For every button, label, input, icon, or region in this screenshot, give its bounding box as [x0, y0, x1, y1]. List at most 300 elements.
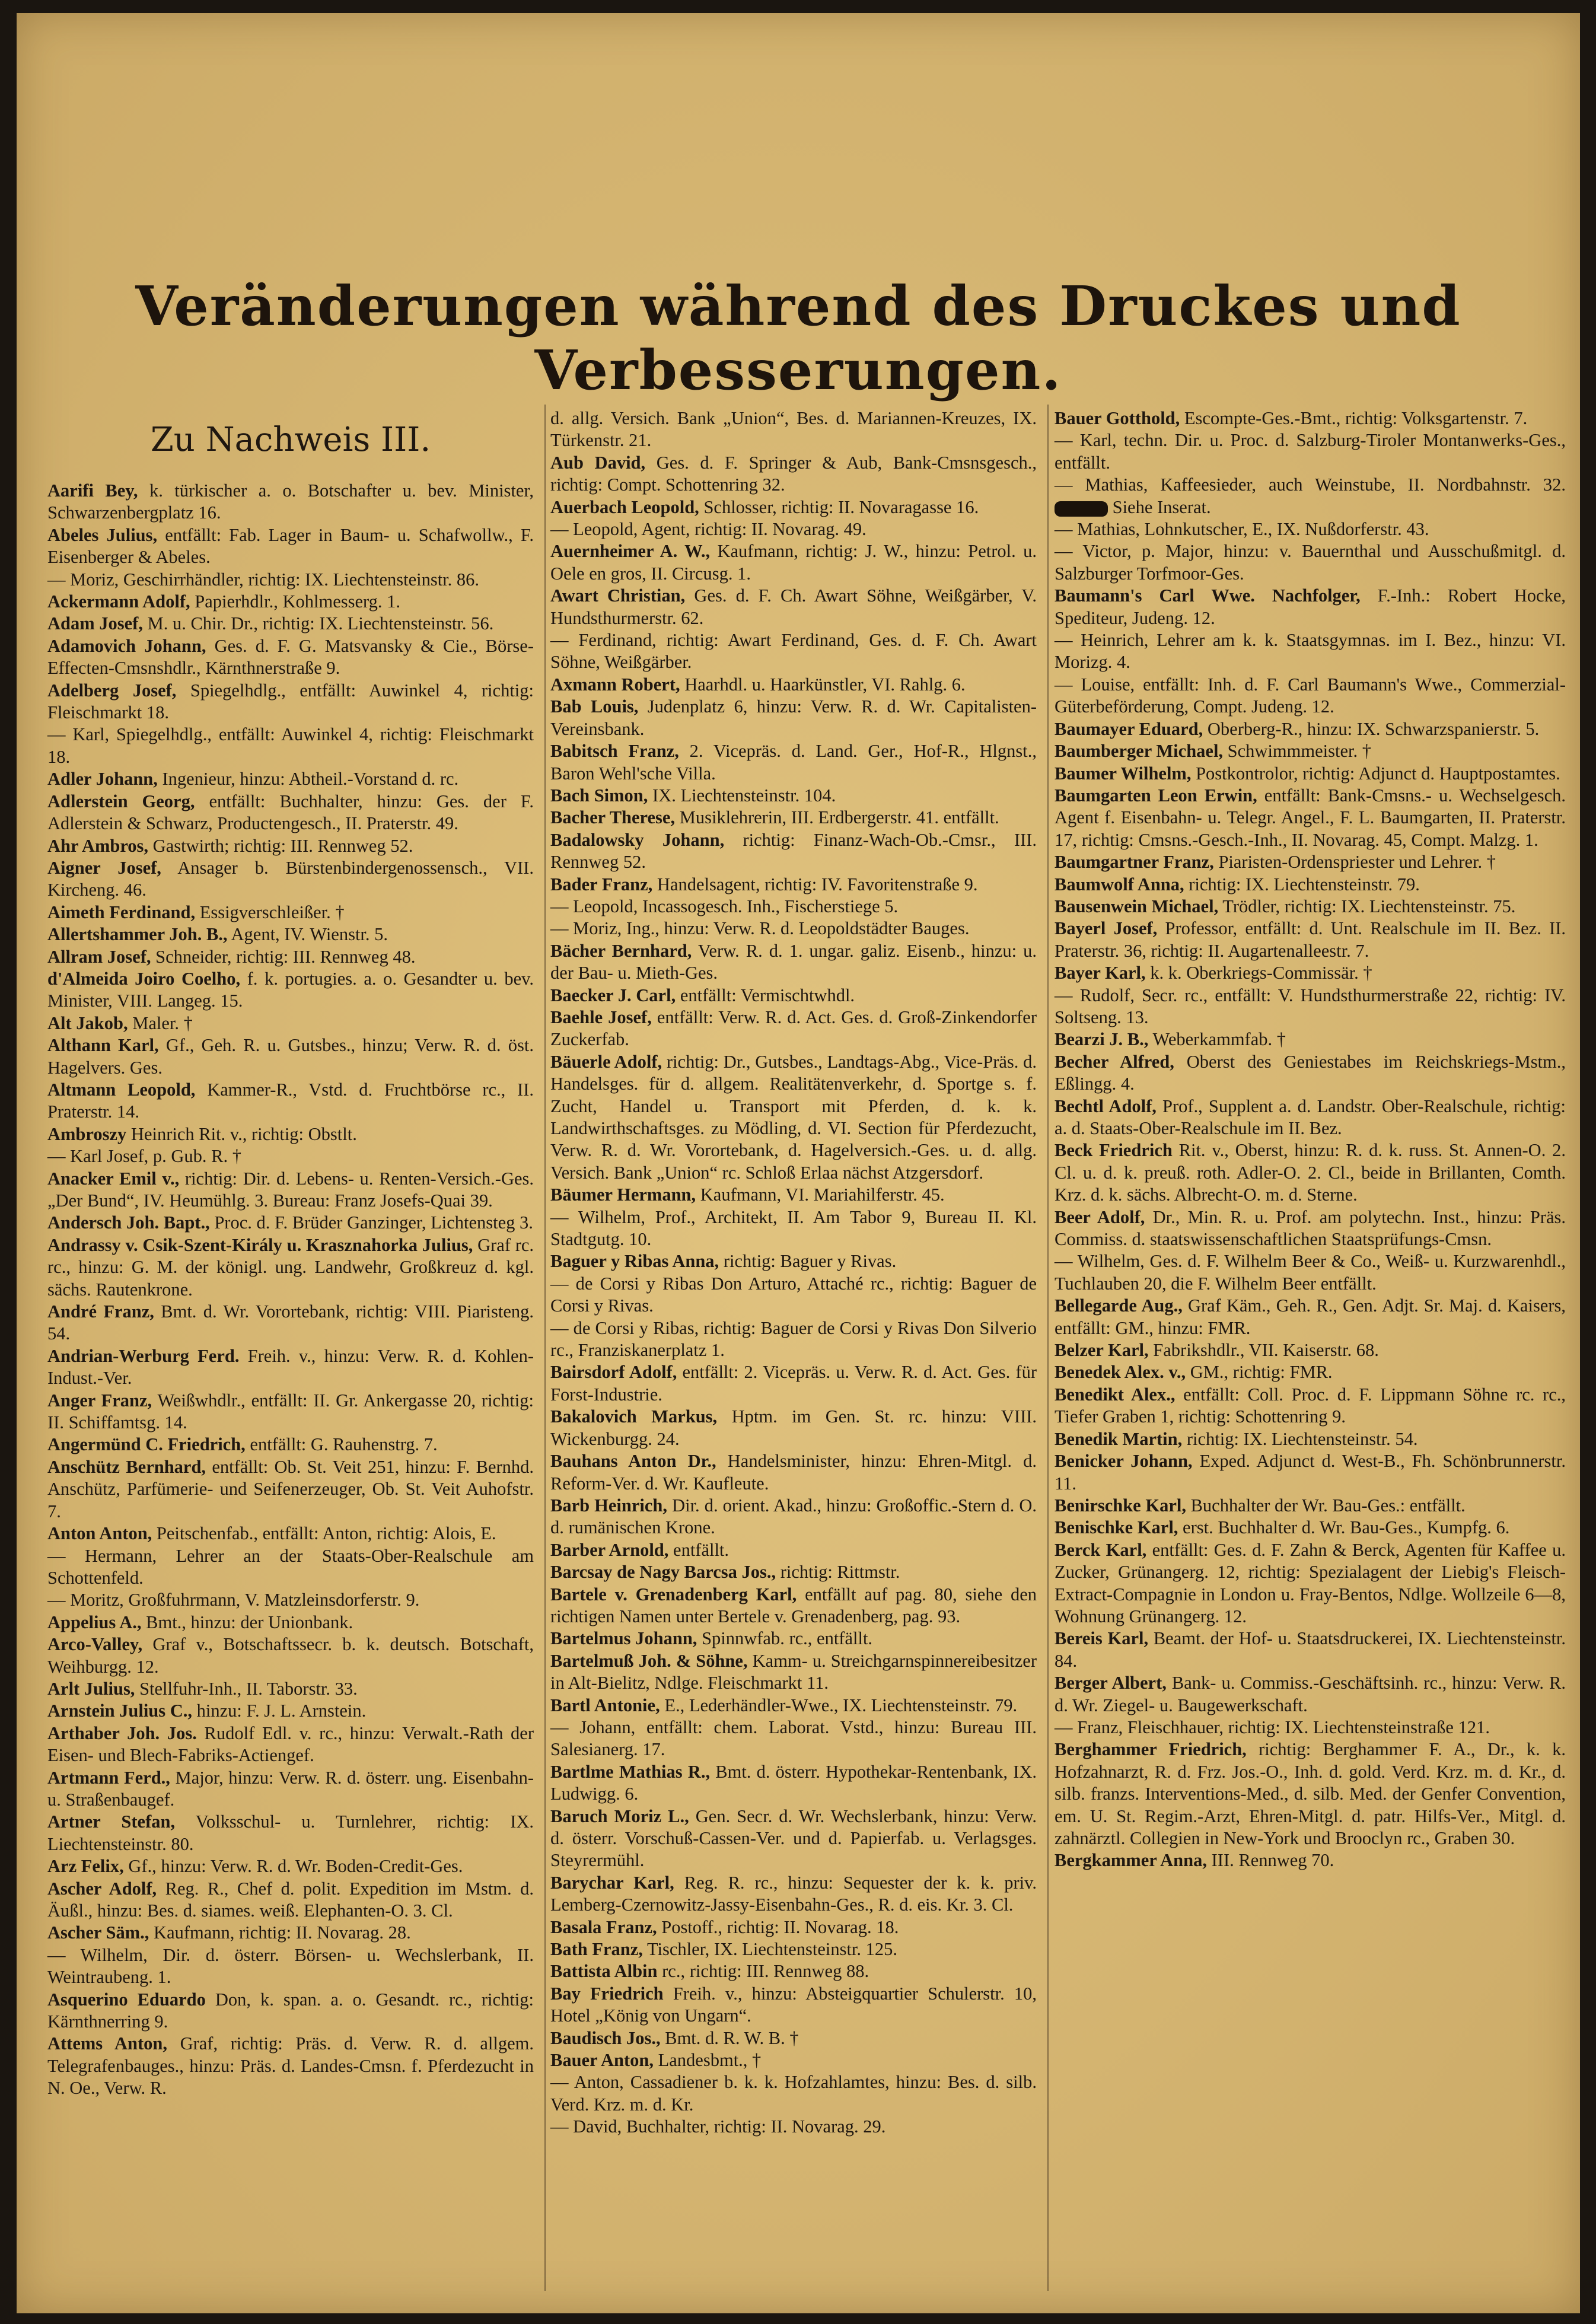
directory-entry [19, 968, 534, 1013]
entry-text: M. u. Chir. Dr., richtig: IX. Liechtensteinstr. 56. [147, 613, 494, 634]
directory-entry [522, 785, 1037, 807]
entry-name: Arco-Valley, [47, 1634, 143, 1655]
entry-name: Benedik Martin, [1055, 1428, 1183, 1449]
directory-entry [19, 1390, 534, 1434]
directory-entry [522, 1561, 1037, 1583]
entry-name: d'Almeida Joiro Coelho, [47, 968, 241, 989]
entry-text: Fabrikshdlr., VII. Kaiserstr. 68. [1153, 1340, 1379, 1361]
directory-entry [19, 1678, 534, 1700]
entry-name: Benirschke Karl, [1055, 1495, 1186, 1516]
directory-entry [522, 674, 1037, 696]
entry-name: Belzer Karl, [1055, 1340, 1149, 1361]
entry-text: Spinnwfab. rc., entfällt. [702, 1628, 873, 1649]
entry-name: Bartl Antonie, [550, 1695, 660, 1715]
directory-entry [1026, 1361, 1566, 1383]
directory-entry [1026, 1495, 1566, 1517]
entry-name: Attems Anton, [47, 2033, 168, 2054]
entry-text: Kammer-R., Vstd. d. Fruchtbörse rc., II. Praterstr. 14. [47, 1079, 534, 1122]
entry-text: richtig: Rittmstr. [780, 1562, 900, 1583]
entry-name: Ackermann Adolf, [47, 591, 190, 612]
entry-name: Baudisch Jos., [550, 2027, 661, 2048]
entry-text: richtig: Berghammer F. A., Dr., k. k. Hofzahnarzt, R. d. Frz. Jos.-O., Inh. d. gold. Verd. Krz. m. d. Kr., d. silb. franzs. Interventions-Med., d. silb. Med. der Genfer Convention, em. U. St. Regim.-Arzt, Ehren-Mitgl. d. patr. Hilfs-Ver., Mitgl. d. zahnärztl. Collegien in New-York und Brooclyn rc., Graben 30. [1055, 1739, 1566, 1848]
entry-name: Bartelmus Johann, [550, 1628, 697, 1649]
directory-entry [19, 1811, 534, 1855]
entry-text: Handelsminister, hinzu: Ehren-Mitgl. d. Reform-Ver. d. Wr. Kaufleute. [550, 1451, 1037, 1494]
directory-entry [522, 874, 1037, 896]
entry-text: entfällt: Bank-Cmsns.- u. Wechselgesch. Agent f. Eisenbahn- u. Telegr. Angel., F. L. Baumgarten, II. Praterstr. 17, richtig: Cmsns.-Gesch.-Inh., II. Novarag. 45, Compt. Malzg. 1. [1055, 785, 1566, 850]
entry-text: entfällt: G. Rauhenstrg. 7. [250, 1434, 438, 1455]
entry-text: Graf Käm., Geh. R., Gen. Adjt. Sr. Maj. d. Kaisers, entfällt: GM., hinzu: FMR. [1055, 1295, 1566, 1338]
entry-name: Bakalovich Markus, [550, 1406, 718, 1427]
directory-entry [522, 1051, 1037, 1184]
directory-entry [1026, 1428, 1566, 1450]
entry-text: Gf., Geh. R. u. Gutsbes., hinzu; Verw. R. d. öst. Hagelvers. Ges. [47, 1035, 534, 1078]
entry-name: Arz Felix, [47, 1856, 124, 1877]
entry-text: Reg. R., Chef d. polit. Expedition im Mstm. d. Äußl., hinzu: Bes. d. siames. weiß. Elephanten-O. 3. Cl. [47, 1878, 534, 1921]
entry-text: Exped. Adjunct d. West-B., Fh. Schönbrunnerstr. 11. [1055, 1451, 1566, 1494]
directory-entry [522, 518, 1037, 540]
entry-text: Ges. d. F. G. Matsvansky & Cie., Börse-Effecten-Cmsnshdlr., Kärnthnerstraße 9. [47, 635, 534, 679]
directory-entry [1026, 540, 1566, 585]
directory-entry [522, 1872, 1037, 1916]
entry-name: Ahr Ambros, [47, 835, 149, 856]
entry-text: entfällt: Vermischtwhdl. [680, 985, 855, 1005]
entry-text: Schlosser, richtig: II. Novaragasse 16. [703, 496, 979, 517]
directory-entry [19, 1589, 534, 1611]
entry-text: entfällt. [673, 1539, 729, 1560]
entry-name: Bay Friedrich [550, 1983, 664, 2004]
entry-name: Altmann Leopold, [47, 1079, 196, 1100]
entry-text: Buchhalter der Wr. Bau-Ges.: entfällt. [1190, 1495, 1466, 1516]
entry-name: Becher Alfred, [1055, 1051, 1174, 1072]
entry-text: — Wilhelm, Prof., Architekt, II. Am Tabor 9, Bureau II. Kl. Stadtgutg. 10. [550, 1206, 1037, 1250]
entry-text: richtig: IX. Liechtensteinstr. 79. [1189, 874, 1420, 894]
entry-name: Benicker Johann, [1055, 1451, 1193, 1472]
entry-name: Anacker Emil v., [47, 1168, 180, 1189]
entry-name: Bauer Anton, [550, 2050, 654, 2071]
entry-text: Kaufmann, richtig: II. Novarag. 28. [154, 1922, 411, 1943]
entry-text: entfällt: Ges. d. F. Zahn & Berck, Agenten für Kaffee u. Zucker, Grünangerg. 12, richtig: Spezialagent der Liebig's Fleisch-Extract-Compagnie in London u. Fray-Bentos, Ndlge. Wollzeile 6—8, Wohnung Grünangerg. 12. [1055, 1539, 1566, 1626]
directory-entry [522, 807, 1037, 829]
entry-text: — de Corsi y Ribas Don Arturo, Attaché rc., richtig: Baguer de Corsi y Rivas. [550, 1273, 1037, 1316]
directory-entry [1026, 962, 1566, 984]
entry-name: Bayer Karl, [1055, 963, 1146, 983]
directory-entry [19, 835, 534, 857]
entry-name: Arnstein Julius C., [47, 1701, 193, 1721]
directory-entry [19, 613, 534, 635]
entry-text: — Louise, entfällt: Inh. d. F. Carl Baumann's Wwe., Commerzial-Güterbeförderung, Compt. Judeng. 12. [1055, 674, 1566, 717]
entry-text: Judenplatz 6, hinzu: Verw. R. d. Wr. Capitalisten-Vereinsbank. [550, 696, 1037, 739]
directory-entry [19, 1168, 534, 1212]
entry-name: Benischke Karl, [1055, 1517, 1178, 1538]
entry-text: — Franz, Fleischhauer, richtig: IX. Liechtensteinstraße 121. [1055, 1717, 1490, 1737]
entry-text: Gf., hinzu: Verw. R. d. Wr. Boden-Credit-Ges. [128, 1856, 463, 1877]
entry-text: Schwimmmeister. † [1227, 741, 1371, 762]
entry-text: Oberst des Geniestabes im Reichskriegs-Mstm., Eßlingg. 4. [1055, 1051, 1566, 1094]
entry-name: Bearzi J. B., [1055, 1029, 1149, 1050]
entry-text: Weberkammfab. † [1152, 1029, 1286, 1050]
directory-entry [19, 791, 534, 835]
directory-entry [522, 1539, 1037, 1561]
directory-entry [522, 1406, 1037, 1450]
entry-name: Berck Karl, [1055, 1539, 1147, 1560]
entry-name: Artmann Ferd., [47, 1767, 170, 1788]
entry-text: Postkontrolor, richtig: Adjunct d. Hauptpostamtes. [1196, 763, 1560, 784]
entry-text: — Wilhelm, Dir. d. österr. Börsen- u. Wechslerbank, II. Weintraubeng. 1. [47, 1944, 534, 1988]
directory-entry [1026, 585, 1566, 629]
directory-entry [1026, 896, 1566, 918]
entry-name: Andersch Joh. Bapt., [47, 1212, 210, 1233]
entry-name: Appelius A., [47, 1612, 142, 1632]
entry-text: — Karl, techn. Dir. u. Proc. d. Salzburg-Tiroler Montanwerks-Ges., entfällt. [1055, 430, 1566, 473]
entry-text: Stellfuhr-Inh., II. Taborstr. 33. [139, 1678, 358, 1699]
entry-text: Graf rc. rc., hinzu: G. M. der königl. ung. Landwehr, Großkreuz d. kgl. sächs. Rautenkrone. [47, 1234, 534, 1300]
entry-name: Benedek Alex. v., [1055, 1362, 1186, 1383]
entry-text: Bmt., hinzu: der Unionbank. [146, 1612, 353, 1632]
entry-name: Bayerl Josef, [1055, 918, 1158, 939]
entry-name: Baumann's Carl Wwe. Nachfolger, [1055, 585, 1361, 606]
directory-entry [1026, 740, 1566, 762]
directory-entry [1026, 1450, 1566, 1495]
directory-entry [1026, 1628, 1566, 1672]
directory-entry [1026, 874, 1566, 896]
directory-entry [522, 496, 1037, 518]
entry-list [1055, 408, 1566, 1872]
entry-text: — Moritz, Großfuhrmann, V. Matzleinsdorferstr. 9. [47, 1590, 420, 1610]
directory-entry [1026, 1051, 1566, 1096]
directory-entry [1026, 1206, 1566, 1251]
entry-text: Graf, richtig: Präs. d. Verw. R. d. allgem. Telegrafenbauges., hinzu: Präs. d. Landes-Cmsn. f. Pferdezucht in N. Oe., Verw. R. [47, 2033, 534, 2099]
directory-entry [1026, 408, 1566, 429]
directory-entry [19, 857, 534, 902]
page [17, 13, 1580, 2313]
directory-entry [19, 1234, 534, 1301]
entry-name: Bäuerle Adolf, [550, 1051, 662, 1072]
entry-name: Ambroszy [47, 1123, 127, 1144]
entry-name: Ascher Säm., [47, 1922, 149, 1943]
entry-name: Aarifi Bey, [47, 480, 138, 501]
entry-text: — Karl, Spiegelhdlg., entfällt: Auwinkel 4, richtig: Fleischmarkt 18. [47, 724, 534, 767]
directory-entry [522, 1495, 1037, 1539]
entry-name: Bab Louis, [550, 696, 639, 717]
entry-name: Andrassy v. Csik-Szent-Király u. Krasznahorka Julius, [47, 1234, 473, 1255]
directory-entry [522, 2027, 1037, 2049]
entry-text: Prof., Supplent a. d. Landstr. Ober-Realschule, richtig: a. d. Staats-Ober-Realschule im II. Bez. [1055, 1096, 1566, 1138]
entry-name: Althann Karl, [47, 1035, 159, 1056]
entry-name: Adam Josef, [47, 613, 143, 634]
entry-text: Trödler, richtig: IX. Liechtensteinstr. 75. [1222, 896, 1516, 916]
directory-entry [19, 1634, 534, 1678]
directory-entry [522, 629, 1037, 674]
directory-entry [522, 585, 1037, 629]
directory-entry [522, 829, 1037, 874]
entry-text: Major, hinzu: Verw. R. d. österr. ung. Eisenbahn- u. Straßenbaugef. [47, 1767, 534, 1810]
directory-entry [19, 1434, 534, 1456]
entry-text: IX. Liechtensteinstr. 104. [652, 785, 836, 806]
directory-entry [522, 540, 1037, 585]
entry-text: Dir. d. orient. Akad., hinzu: Großoffic.-Stern d. O. d. rumänischen Krone. [550, 1495, 1037, 1538]
entry-text: — Moriz, Ing., hinzu: Verw. R. d. Leopoldstädter Bauges. [550, 918, 970, 939]
directory-entry [522, 1983, 1037, 2027]
entry-text: k. k. Oberkriegs-Commissär. † [1150, 963, 1372, 983]
entry-text: k. türkischer a. o. Botschafter u. bev. Minister, Schwarzenbergplatz 16. [47, 480, 534, 523]
directory-entry [522, 985, 1037, 1007]
entry-text: Haarhdl. u. Haarkünstler, VI. Rahlg. 6. [684, 674, 966, 695]
entry-text: GM., richtig: FMR. [1190, 1362, 1333, 1383]
entry-name: Baumwolf Anna, [1055, 874, 1184, 894]
entry-text: — Ferdinand, richtig: Awart Ferdinand, Ges. d. F. Ch. Awart Söhne, Weißgärber. [550, 630, 1037, 673]
entry-name: Asquerino Eduardo [47, 1989, 206, 2010]
directory-entry [1026, 1517, 1566, 1539]
entry-text: Professor, entfällt: d. Unt. Realschule im II. Bez. II. Praterstr. 36, richtig: II. Augartenalleestr. 7. [1055, 918, 1566, 961]
directory-entry [19, 480, 534, 524]
entry-text: Peitschenfab., entfällt: Anton, richtig: Alois, E. [156, 1523, 496, 1544]
entry-name: Anger Franz, [47, 1390, 152, 1411]
entry-text: — Mathias, Lohnkutscher, E., IX. Nußdorferstr. 43. [1055, 519, 1429, 540]
directory-entry [1026, 1096, 1566, 1140]
directory-entry [522, 940, 1037, 985]
entry-text: — Leopold, Incassogesch. Inh., Fischerstiege 5. [550, 896, 899, 916]
entry-name: Baumer Wilhelm, [1055, 763, 1192, 784]
directory-entry [1026, 474, 1566, 518]
directory-entry [19, 1878, 534, 1922]
entry-name: Basala Franz, [550, 1916, 657, 1937]
directory-entry [522, 1184, 1037, 1206]
directory-entry [1026, 429, 1566, 474]
entry-name: Alt Jakob, [47, 1013, 128, 1033]
entry-name: Aimeth Ferdinand, [47, 902, 196, 922]
entry-name: Allram Josef, [47, 946, 151, 967]
entry-text: Weißwhdlr., entfällt: II. Gr. Ankergasse 20, richtig: II. Schiffamtsg. 14. [47, 1390, 534, 1433]
entry-text: — Leopold, Agent, richtig: II. Novarag. 49. [550, 519, 867, 540]
directory-entry [522, 1206, 1037, 1251]
directory-entry [19, 1612, 534, 1634]
directory-entry [19, 1013, 534, 1034]
directory-entry [522, 1650, 1037, 1695]
entry-text: Ansager b. Bürstenbindergenossensch., VII. Kircheng. 46. [47, 857, 534, 900]
directory-entry [19, 924, 534, 945]
directory-entry [19, 1212, 534, 1234]
directory-entry [1026, 851, 1566, 873]
directory-entry [19, 635, 534, 680]
entry-text: Kaufmann, VI. Mariahilferstr. 45. [700, 1185, 945, 1205]
directory-entry [19, 2033, 534, 2099]
entry-text: Rudolf Edl. v. rc., hinzu: Verwalt.-Rath der Eisen- und Blech-Fabriks-Actiengef. [47, 1723, 534, 1766]
entry-text: Bmt. d. R. W. B. † [665, 2027, 799, 2048]
entry-text: Agent, IV. Wienstr. 5. [231, 924, 388, 945]
directory-entry [522, 1761, 1037, 1806]
entry-text: — Wilhelm, Ges. d. F. Wilhelm Beer & Co., Weiß- u. Kurzwarenhdl., Tuchlauben 20, die F. Wilhelm Beer entfällt. [1055, 1251, 1566, 1294]
entry-text: entfällt: Buchhalter, hinzu: Ges. der F. Adlerstein & Schwarz, Productengesch., II. Praterstr. 49. [47, 791, 534, 834]
entry-name: Bartlme Mathias R., [550, 1761, 711, 1782]
entry-name: Aigner Josef, [47, 857, 161, 878]
entry-text: Volksschul- u. Turnlehrer, richtig: IX. Liechtensteinstr. 80. [47, 1812, 534, 1854]
directory-entry [19, 1079, 534, 1123]
column-1 [47, 408, 534, 2100]
entry-text: richtig: Dr., Gutsbes., Landtags-Abg., Vice-Präs. d. Handelsges. für d. allgem. Realitätenverkehr, d. Sportge s. f. Zucht, Handel u. Transport mit Pferden, d. k. k. Landwirthschaftsges. zu Mödling, d. VI. Section für Pferdezucht, Verw. R. d. Wr. Vorortebank, d. Hagelversich.-Ges. u. d. allg. Versich. Bank „Union“ rc. Schloß Erlaa nächst Atzgersdorf. [550, 1051, 1037, 1183]
entry-text: Postoff., richtig: II. Novarag. 18. [661, 1916, 899, 1937]
directory-entry [1026, 785, 1566, 851]
entry-text: F.-Inh.: Robert Hocke, Spediteur, Judeng. 12. [1055, 585, 1566, 628]
directory-entry [19, 524, 534, 569]
directory-entry [19, 591, 534, 613]
entry-text: entfällt: Verw. R. d. Act. Ges. d. Groß-Zinkendorfer Zuckerfab. [550, 1007, 1037, 1050]
directory-entry [1026, 718, 1566, 740]
directory-entry [19, 1767, 534, 1812]
entry-text: Handelsagent, richtig: IV. Favoritenstraße 9. [657, 874, 978, 894]
entry-name: Anton Anton, [47, 1523, 152, 1544]
entry-name: Bergkammer Anna, [1055, 1850, 1207, 1871]
entry-name: Bellegarde Aug., [1055, 1295, 1183, 1316]
entry-name: Bader Franz, [550, 874, 653, 894]
directory-entry [1026, 1295, 1566, 1339]
entry-text: Gastwirth; richtig: III. Rennweg 52. [152, 835, 413, 856]
entry-text: entfällt: Fab. Lager in Baum- u. Schafwollw., F. Eisenberger & Abeles. [47, 524, 534, 568]
directory-entry [1026, 1339, 1566, 1361]
directory-entry [19, 1922, 534, 1944]
entry-text: Ingenieur, hinzu: Abtheil.-Vorstand d. rc. [162, 769, 459, 789]
directory-entry [522, 1717, 1037, 1761]
entry-name: Bacher Therese, [550, 807, 676, 828]
entry-text: Freih. v., hinzu: Verw. R. d. Kohlen-Indust.-Ver. [47, 1345, 534, 1389]
directory-entry [19, 1456, 534, 1523]
entry-name: Auernheimer A. W., [550, 541, 711, 562]
entry-name: Angermünd C. Friedrich, [47, 1434, 246, 1455]
directory-entry [19, 1545, 534, 1590]
directory-entry [1026, 518, 1566, 540]
entry-text: Essigverschleißer. † [199, 902, 345, 922]
entry-text: Ges. d. F. Springer & Aub, Bank-Cmsnsgesch., richtig: Compt. Schottenring 32. [550, 452, 1037, 495]
entry-name: Axmann Robert, [550, 674, 680, 695]
entry-text: III. Rennweg 70. [1211, 1850, 1334, 1871]
directory-entry [522, 2049, 1037, 2071]
entry-name: Artner Stefan, [47, 1812, 176, 1832]
entry-name: Bartele v. Grenadenberg Karl, [550, 1584, 797, 1604]
entry-name: Barychar Karl, [550, 1872, 674, 1893]
entry-text: Reg. R. rc., hinzu: Sequester der k. k. priv. Lemberg-Czernowitz-Jassy-Eisenbahn-Ges., R. d. eis. Kr. 3. Cl. [550, 1872, 1037, 1915]
entry-name: Adlerstein Georg, [47, 791, 195, 811]
entry-text: — Anton, Cassadiener b. k. k. Hofzahlamtes, hinzu: Bes. d. silb. Verd. Krz. m. d. Kr. [550, 2072, 1037, 2115]
directory-entry [1026, 674, 1566, 718]
directory-entry [1026, 1739, 1566, 1849]
entry-text: entfällt: Coll. Proc. d. F. Lippmann Söhne rc. rc., Tiefer Graben 1, richtig: Schottenring 9. [1055, 1384, 1566, 1427]
directory-entry [19, 1989, 534, 2033]
entry-name: Baruch Moriz L., [550, 1806, 689, 1826]
directory-entry [522, 1938, 1037, 1960]
entry-list [550, 408, 1037, 2138]
entry-text: richtig: Baguer y Rivas. [723, 1251, 897, 1272]
entry-text: Papierhdlr., Kohlmesserg. 1. [195, 591, 401, 612]
entry-name: André Franz, [47, 1301, 154, 1322]
directory-entry [1026, 1539, 1566, 1628]
entry-text: — Victor, p. Major, hinzu: v. Bauernthal und Ausschußmitgl. d. Salzburger Torfmoor-Ges. [1055, 541, 1566, 584]
entry-text: f. k. portugies. a. o. Gesandter u. bev. Minister, VIII. Langeg. 15. [47, 968, 534, 1011]
page-title: Veränderungen während des Druckes und Verbesserungen. [135, 274, 1461, 402]
entry-name: Allertshammer Joh. B., [47, 924, 228, 945]
entry-text: Bmt. d. Wr. Vorortebank, richtig: VIII. Piaristeng. 54. [47, 1301, 534, 1344]
entry-text: — Johann, entfällt: chem. Laborat. Vstd., hinzu: Bureau III. Salesianerg. 17. [550, 1717, 1037, 1760]
directory-entry [19, 569, 534, 591]
entry-name: Bausenwein Michael, [1055, 896, 1219, 916]
entry-text: — Hermann, Lehrer an der Staats-Ober-Realschule am Schottenfeld. [47, 1545, 534, 1588]
directory-entry [19, 1700, 534, 1722]
directory-entry [522, 1806, 1037, 1872]
entry-name: Andrian-Werburg Ferd. [47, 1345, 240, 1366]
directory-entry [1026, 1250, 1566, 1295]
entry-name: Bereis Karl, [1055, 1628, 1149, 1649]
entry-text: richtig: IX. Liechtensteinstr. 54. [1186, 1428, 1418, 1449]
entry-name: Bauhans Anton Dr., [550, 1451, 716, 1472]
entry-name: Beck Friedrich [1055, 1140, 1173, 1161]
entry-name: Baumayer Eduard, [1055, 718, 1203, 739]
entry-name: Bächer Bernhard, [550, 940, 692, 961]
directory-entry [1026, 1029, 1566, 1050]
entry-text: Piaristen-Ordenspriester und Lehrer. † [1218, 852, 1496, 873]
entry-text: richtig: Dir. d. Lebens- u. Renten-Versich.-Ges. „Der Bund“, IV. Heumühlg. 3. Bureau: Franz Josefs-Quai 39. [47, 1168, 534, 1211]
entry-text: erst. Buchhalter d. Wr. Bau-Ges., Kumpfg. 6. [1183, 1517, 1510, 1538]
directory-entry [19, 1944, 534, 1989]
entry-text: Maler. † [132, 1013, 193, 1033]
entry-text: — David, Buchhalter, richtig: II. Novarag. 29. [550, 2116, 886, 2137]
entry-text: Dr., Min. R. u. Prof. am polytechn. Inst., hinzu: Präs. Commiss. d. staatswissenschaftlichen Staatsprüfungs-Cmsn. [1055, 1206, 1566, 1250]
directory-entry [1026, 1672, 1566, 1717]
directory-entry [19, 1855, 534, 1877]
directory-entry [1026, 1849, 1566, 1871]
directory-entry [522, 1317, 1037, 1362]
directory-entry [1026, 1139, 1566, 1206]
entry-name: Adler Johann, [47, 769, 158, 789]
entry-text: Ges. d. F. Ch. Awart Söhne, Weißgärber, V. Hundsthurmerstr. 62. [550, 585, 1037, 628]
entry-text: Freih. v., hinzu: Absteigquartier Schulerstr. 10, Hotel „König von Ungarn“. [550, 1983, 1037, 2026]
directory-entry [19, 1345, 534, 1390]
entry-text: Proc. d. F. Brüder Ganzinger, Lichtensteg 3. [214, 1212, 533, 1233]
entry-name: Baehle Josef, [550, 1007, 652, 1027]
directory-entry [19, 946, 534, 968]
directory-entry [522, 1007, 1037, 1051]
entry-text: — Heinrich, Lehrer am k. k. Staatsgymnas. im I. Bez., hinzu: VI. Morizg. 4. [1055, 630, 1566, 673]
entry-text: entfällt auf pag. 80, siehe den richtigen Namen unter Bertele v. Grenadenberg, pag. 93. [550, 1584, 1037, 1626]
entry-name: Babitsch Franz, [550, 741, 679, 762]
entry-text: Kaufmann, richtig: J. W., hinzu: Petrol. u. Oele en gros, II. Circusg. 1. [550, 541, 1037, 584]
directory-entry [19, 1723, 534, 1767]
entry-text: Don, k. span. a. o. Gesandt. rc., richtig: Kärnthnerring 9. [47, 1989, 534, 2032]
directory-entry [522, 1584, 1037, 1628]
entry-text: — Mathias, Kaffeesieder, auch Weinstube, II. Nordbahnstr. 32. Siehe Inserat. [1055, 475, 1566, 517]
directory-entry [522, 1960, 1037, 1982]
directory-entry [19, 1301, 534, 1345]
entry-text: — de Corsi y Ribas, richtig: Baguer de Corsi y Rivas Don Silverio rc., Franziskanerplatz 1. [550, 1317, 1037, 1361]
entry-text: — Moriz, Geschirrhändler, richtig: IX. Liechtensteinstr. 86. [47, 569, 480, 590]
entry-text: hinzu: F. J. L. Arnstein. [196, 1701, 367, 1721]
entry-text: Heinrich Rit. v., richtig: Obstlt. [130, 1123, 357, 1144]
entry-name: Baguer y Ribas Anna, [550, 1251, 719, 1272]
entry-name: Benedikt Alex., [1055, 1384, 1176, 1405]
section-heading: Zu Nachweis III. [150, 421, 431, 459]
directory-entry [19, 1123, 534, 1145]
entry-name: Berger Albert, [1055, 1673, 1167, 1693]
directory-entry [522, 918, 1037, 940]
entry-text: Kamm- u. Streichgarnspinnereibesitzer in Alt-Bielitz, Ndlge. Fleischmarkt 11. [550, 1650, 1037, 1693]
entry-text: rc., richtig: III. Rennweg 88. [662, 1961, 869, 1982]
entry-text: Rit. v., Oberst, hinzu: R. d. k. russ. St. Annen-O. 2. Cl. u. d. k. preuß. roth. Adler-O. 2. Cl., beide in Brillanten, Comth. Krz. d. k. sächs. Albrecht-O. m. d. Sterne. [1055, 1140, 1566, 1205]
entry-name: Awart Christian, [550, 585, 686, 606]
entry-name: Arlt Julius, [47, 1678, 135, 1699]
directory-entry [522, 1916, 1037, 1938]
directory-entry [19, 680, 534, 724]
entry-text: Bank- u. Commiss.-Geschäftsinh. rc., hinzu: Verw. R. d. Wr. Ziegel- u. Baugewerkschaft. [1055, 1673, 1566, 1715]
entry-name: Badalowsky Johann, [550, 829, 725, 850]
entry-name: Bechtl Adolf, [1055, 1096, 1157, 1116]
